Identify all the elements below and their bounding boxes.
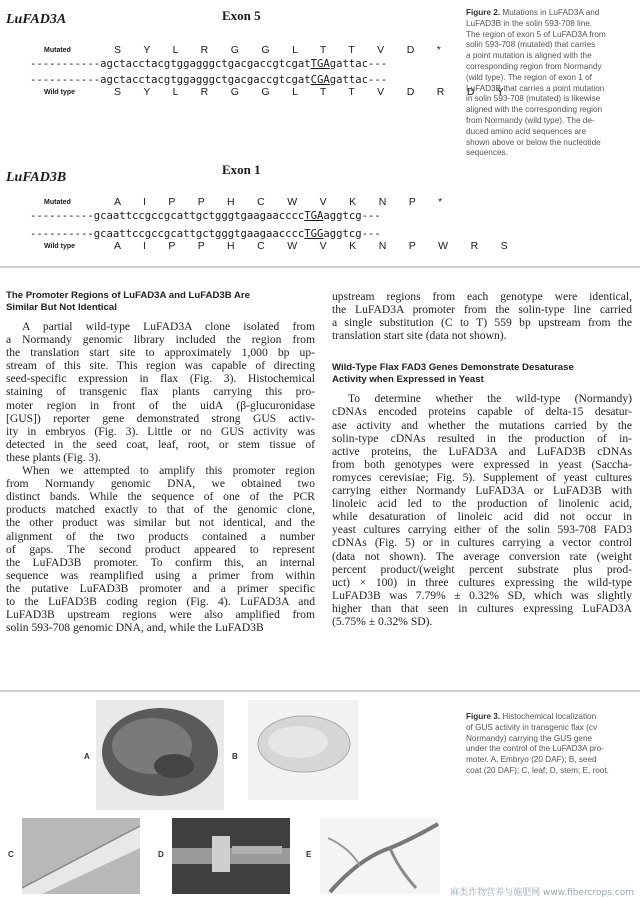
promoter-para2-line: the LuFAD3B promoter. To confirm this, an internal	[6, 555, 315, 569]
yeast-para-line: from both genotypes were expressed in yeast (Saccha-	[332, 457, 632, 471]
figure-3-caption-line: coat (20 DAF); C, leaf; D, stem; E, root.	[466, 765, 609, 775]
section-divider-top	[0, 266, 640, 268]
promoter-para1-line: these plants (Fig. 3).	[6, 450, 101, 464]
figure-3-caption-line: moter. A, Embryo (20 DAF); B, seed	[466, 755, 597, 765]
panel-e-root-image	[320, 818, 440, 894]
yeast-para-line: linoleic acid led to the production of linolenic acid,	[332, 497, 632, 511]
yeast-para-line: ase activity and whether the mutations carried by the	[332, 418, 632, 432]
section-divider-bottom	[0, 690, 640, 692]
figure-2-caption-line: from Normandy (wild type). The de-	[466, 115, 595, 125]
wild-nt-seq-a: -----------agctacctacgtggagggctgacgaccgtcgatCGAgattac---	[30, 74, 388, 86]
yeast-para-line: To determine whether the wild-type (Normandy)	[348, 392, 632, 406]
left-column	[6, 290, 315, 634]
yeast-para-line: while desaturation of linoleic acid did not occur in	[332, 510, 632, 524]
figure-2-caption-line: LuFAD3B in the solin 593-708 line.	[466, 18, 593, 28]
promoter-section-heading: The Promoter Regions of LuFAD3A and LuFAD3B Are Similar But Not Identical	[6, 290, 250, 313]
exon-label-1: Exon 1	[222, 162, 261, 177]
yeast-para-line: active proteins, the LuFAD3A and LuFAD3B cDNAs	[332, 444, 632, 458]
mutated-aa-seq-a: S Y L R G G L T T V D *	[114, 44, 451, 56]
promoter-para1-line: a Normandy genomic library included the region from	[6, 333, 315, 347]
yeast-section-heading: Wild-Type Flax FAD3 Genes Demonstrate Desaturase Activity when Expressed in Yeast	[332, 362, 574, 386]
figure-3-caption-line: under the control of the LuFAD3A pro-	[466, 744, 604, 754]
figure-3-caption-line: of GUS activity in transgenic flax (cv	[466, 722, 598, 732]
figure-2-caption-line: Mutations in LuFAD3A and	[502, 8, 600, 17]
promoter-para2-line: from Normandy genomic DNA, we obtained two	[6, 477, 315, 491]
gene-label-lufad3a: LuFAD3A	[6, 12, 67, 27]
promoter-para2-line: sequence was reamplified using a primer from within	[6, 568, 315, 582]
yeast-para-line: yeast cultures carrying either of the solin 593-708 FAD3	[332, 523, 632, 537]
promoter-para2-line: to the LuFAD3B coding region (Fig. 4). LuFAD3A and	[6, 594, 315, 608]
panel-b-seed-coat-image	[248, 700, 358, 800]
figure-3-caption-title: Figure 3.	[466, 712, 501, 721]
gene-label-lufad3b: LuFAD3B	[6, 170, 67, 185]
promoter-para1-line: seed-specific expression in flax (Fig. 3). Histochemical	[6, 372, 315, 386]
wild-label-a: Wild type	[44, 89, 76, 96]
figure-3-caption	[466, 712, 634, 777]
yeast-para-line: carrying either Normandy LuFAD3A or LuFAD3B with	[332, 484, 632, 498]
promoter-para2-line: products matched exactly to that of the genomic clone,	[6, 503, 315, 517]
figure-2-caption	[466, 8, 634, 159]
figure-2-caption-line: The region of exon 5 of LuFAD3A from	[466, 29, 606, 39]
yeast-para-line: cDNAs encoded proteins capable of delta-15 desatur-	[332, 405, 632, 419]
paragraph-promoter-continued	[332, 290, 632, 342]
paragraph-promoter-1	[6, 320, 315, 464]
promoter-para2-line: distinct bands. While the sequence of one of the PCR	[6, 490, 315, 504]
wild-label-b: Wild type	[44, 243, 76, 250]
figure-2-caption-line: duced amino acid sequences are	[466, 126, 587, 136]
figure-2-caption-line: (wild type). The region of exon 1 of	[466, 72, 592, 82]
yeast-para-line: (data not shown). The average conversion rate (weight	[332, 549, 632, 563]
promoter-para1-line: A partial wild-type LuFAD3A clone isolated from	[22, 320, 315, 333]
panel-label-d: D	[158, 850, 164, 859]
yeast-para-line: romyces cerevisiae; Fig. 5). Supplement of yeast cultures	[332, 470, 632, 484]
mutated-label-a: Mutated	[44, 47, 71, 54]
yeast-para-line: LuFAD3B was 7.79% ± 0.32% SD, which was slightly	[332, 588, 632, 602]
figure-2-caption-line: shown above or below the nucleotide	[466, 137, 601, 147]
right-column	[332, 290, 632, 628]
panel-a-embryo-image	[96, 700, 224, 810]
wild-aa-seq-a: S Y L R G G L T T V D R D Y	[114, 86, 514, 98]
yeast-para-line: cDNAs (Fig. 5) or in cultures carrying a vector control	[332, 536, 632, 550]
promoter-para2-line: When we attempted to amplify this promoter region	[22, 464, 315, 478]
exon-label-5: Exon 5	[222, 8, 261, 23]
watermark-text: 麻类作物营养与施肥网 www.fibercrops.com	[450, 888, 634, 898]
mutated-aa-seq-b: A I P P H C W V K N P *	[114, 196, 453, 208]
promoter-para2-line: of gaps. The second product appeared to represent	[6, 542, 315, 556]
figure-3-caption-line: Histochemical localization	[502, 712, 597, 721]
figure-2-caption-line: sequences.	[466, 148, 508, 158]
promoter-para2-line: the putative LuFAD3B promoter and a primer specific	[6, 581, 315, 595]
promoter-para1-line: ity in embryos (Fig. 3). Little or no GUS activity was	[6, 424, 315, 438]
wild-nt-seq-b: ----------gcaattccgccgcattgctgggtgaagaaccccTGGaggtcg---	[30, 228, 381, 240]
promoter-para1-line: stream of this site. This region was capable of directing	[6, 359, 315, 373]
promoter-para2-line: LuFAD3B upstream regions were also amplified from	[6, 608, 315, 622]
figure-2-caption-line: aligned with the corresponding region	[466, 105, 603, 115]
promoter-para1-line: [GUS]) reporter gene demonstrated strong GUS activ-	[6, 411, 315, 425]
panel-d-stem-image	[172, 818, 290, 894]
promoter-para1-line: the translation start site to approximately 1,000 bp up-	[6, 346, 315, 360]
panel-c-leaf-image	[22, 818, 140, 894]
promoter-para2-line: the other product was similar but not identical, and the	[6, 516, 315, 530]
promoter-cont-line: a single substitution (C to T) 559 bp upstream from the	[332, 316, 632, 330]
promoter-cont-line: upstream regions from each genotype were identical,	[332, 290, 632, 303]
panel-label-e: E	[306, 850, 312, 859]
panel-label-a: A	[84, 752, 90, 761]
yeast-para-line: higher than that seen in cultures expressing LuFAD3A	[332, 601, 632, 615]
paragraph-yeast	[332, 392, 632, 628]
figure-2-caption-line: in solin 593-708 (mutated) is likewise	[466, 94, 601, 104]
promoter-para2-line: alignment of the two products contained a number	[6, 529, 315, 543]
promoter-cont-line: the LuFAD3A promoter from the solin-type line carried	[332, 303, 632, 317]
promoter-para1-line: moter region in front of the uidA (β-glucuronidase	[6, 398, 315, 412]
promoter-para2-line: solin 593-708 genomic DNA, and, while the LuFAD3B	[6, 621, 264, 635]
figure-2-caption-line: corresponding region from Normandy	[466, 61, 602, 71]
wild-aa-seq-b: A I P P H C W V K N P W R S	[114, 240, 518, 252]
yeast-para-line: percent product/(weight percent substrate plus prod-	[332, 562, 632, 576]
mutated-label-b: Mutated	[44, 199, 71, 206]
yeast-para-line: (5.75% ± 0.32% SD).	[332, 614, 433, 628]
figure-2-caption-title: Figure 2.	[466, 8, 501, 17]
promoter-para1-line: detected in the seed coat, leaf, root, or stem tissue of	[6, 437, 315, 451]
yeast-para-line: uct) × 100) in three cultures expressing the wild-type	[332, 575, 632, 589]
yeast-para-line: solin-type cDNAs resulted in the production of in-	[332, 431, 632, 445]
figure-3-caption-line: Normandy) carrying the GUS gene	[466, 733, 593, 743]
figure-2-caption-line: a point mutation is aligned with the	[466, 51, 592, 61]
mutated-nt-seq-b: ----------gcaattccgccgcattgctgggtgaagaaccccTGAaggtcg---	[30, 210, 381, 222]
promoter-para1-line: staining of transgenic flax plants carrying this pro-	[6, 385, 315, 399]
mutated-nt-seq-a: -----------agctacctacgtggagggctgacgaccgtcgatTGAgattac---	[30, 58, 388, 70]
figure-2-caption-line: LuFAD3B that carries a point mutation	[466, 83, 605, 93]
figure-2-caption-line: solin 593-708 (mutated) that carries	[466, 40, 596, 50]
paragraph-promoter-2	[6, 464, 315, 634]
panel-label-c: C	[8, 850, 14, 859]
promoter-cont-line: translation start site (data not shown).	[332, 329, 507, 343]
panel-label-b: B	[232, 752, 238, 761]
